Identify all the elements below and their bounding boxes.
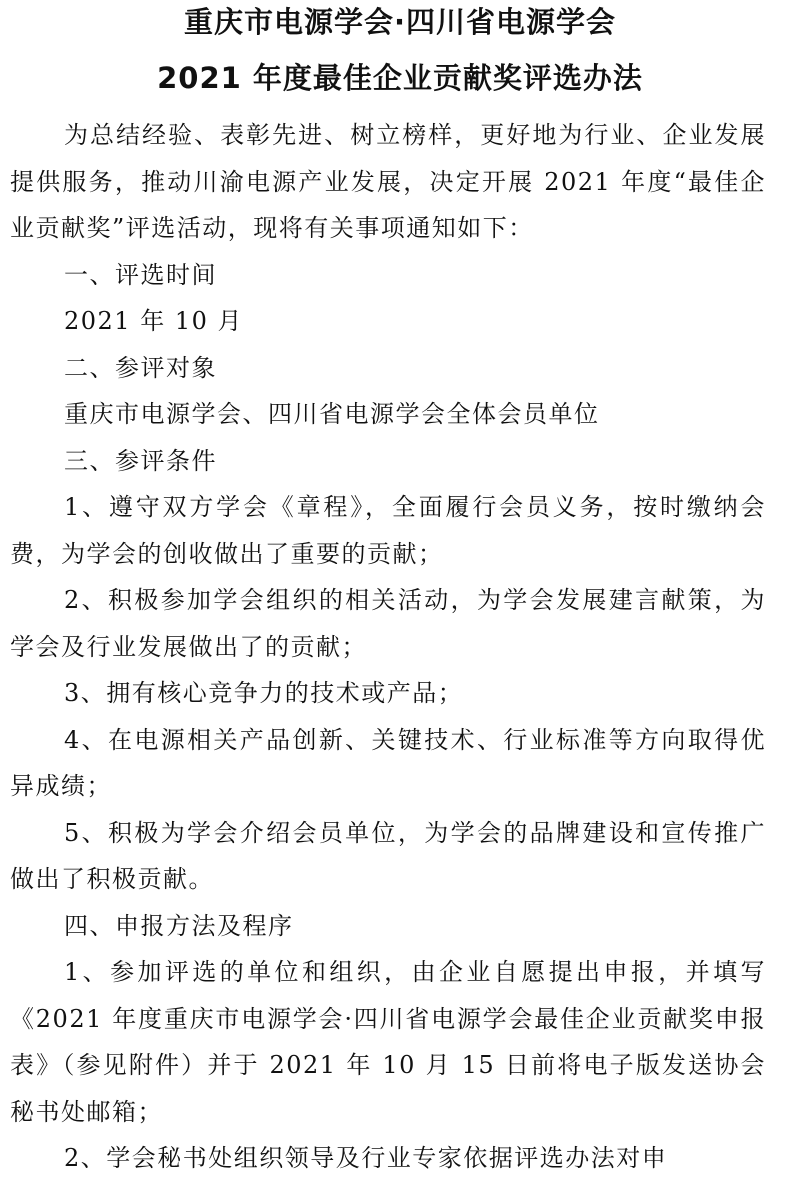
procedure-item-2: 2、学会秘书处组织领导及行业专家依据评选办法对申 bbox=[64, 1144, 668, 1172]
intro-paragraph: 为总结经验、表彰先进、树立榜样，更好地为行业、企业发展提供服务，推动川渝电源产业发展，决定开展 2021 年度“最佳企业贡献奖”评选活动，现将有关事项通知如下： bbox=[10, 121, 766, 242]
condition-item-2: 2、积极参加学会组织的相关活动，为学会发展建言献策，为学会及行业发展做出了的贡献； bbox=[10, 586, 766, 661]
section-heading-target: 二、参评对象 bbox=[64, 353, 217, 382]
condition-item-5: 5、积极为学会介绍会员单位，为学会的品牌建设和宣传推广做出了积极贡献。 bbox=[10, 818, 766, 893]
section-heading-procedure: 四、申报方法及程序 bbox=[64, 911, 294, 940]
section-heading-conditions: 三、参评条件 bbox=[64, 446, 217, 475]
section-text-time: 2021 年 10 月 bbox=[64, 307, 244, 335]
document-title-line-2: 2021 年度最佳企业贡献奖评选办法 bbox=[157, 61, 643, 95]
condition-item-3: 3、拥有核心竞争力的技术或产品； bbox=[64, 679, 464, 707]
section-text-target: 重庆市电源学会、四川省电源学会全体会员单位 bbox=[64, 400, 600, 428]
procedure-item-1: 1、参加评选的单位和组织，由企业自愿提出申报，并填写《2021 年度重庆市电源学会·四川省电源学会最佳企业贡献奖申报表》（参见附件）并于 2021 年 10 月 15 日前将电子版发送协会秘书处邮箱； bbox=[10, 958, 766, 1126]
condition-item-1: 1、遵守双方学会《章程》，全面履行会员义务，按时缴纳会费，为学会的创收做出了重要的贡献； bbox=[10, 493, 766, 568]
condition-item-4: 4、在电源相关产品创新、关键技术、行业标准等方向取得优异成绩； bbox=[10, 725, 766, 800]
document-body bbox=[10, 112, 766, 1182]
document-title-line-1: 重庆市电源学会·四川省电源学会 bbox=[183, 5, 617, 39]
section-heading-time: 一、评选时间 bbox=[64, 260, 217, 289]
